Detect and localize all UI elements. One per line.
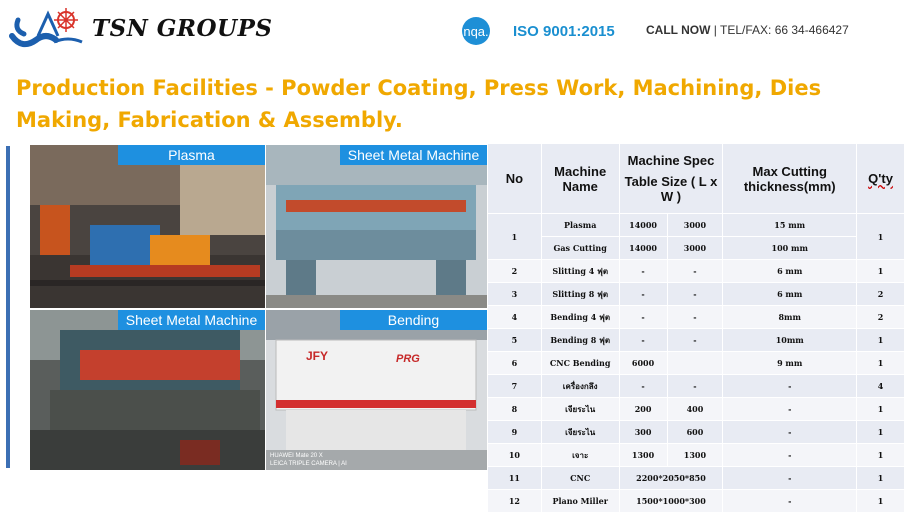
bending-model: PRG — [396, 353, 420, 365]
table-row — [488, 214, 905, 237]
table-row — [488, 306, 905, 329]
cell-qty: 1 — [857, 467, 905, 490]
bending-label: Bending — [340, 310, 487, 330]
camera-watermark-1: HUAWEI Mate 20 X — [270, 453, 323, 459]
cell-cutting: - — [723, 467, 857, 490]
cell-length: - — [619, 283, 667, 306]
cell-length: - — [619, 375, 667, 398]
cell-no: 8 — [488, 398, 542, 421]
table-row — [488, 444, 905, 467]
cell-size: 2200*2050*850 — [619, 467, 723, 490]
page-title: Production Facilities - Powder Coating, Press Work, Machining, Dies Making, Fabrication & Assembly. — [16, 76, 822, 132]
bending-photo — [266, 310, 487, 470]
cell-cutting: 15 mm — [723, 214, 857, 237]
cell-no: 12 — [488, 490, 542, 513]
sheet-metal-label-1: Sheet Metal Machine — [340, 145, 487, 165]
iso-certification: ISO 9001:2015 — [513, 23, 615, 40]
header-qty-label: Q'ty — [868, 171, 893, 186]
table-row — [488, 352, 905, 375]
cell-width — [667, 352, 723, 375]
cell-width: - — [667, 283, 723, 306]
cell-qty: 1 — [857, 329, 905, 352]
cell-name: เจียระไน — [541, 398, 619, 421]
plasma-label: Plasma — [118, 145, 265, 165]
cell-length: - — [619, 329, 667, 352]
cell-cutting: 9 mm — [723, 352, 857, 375]
table-row — [488, 467, 905, 490]
cell-length: 300 — [619, 421, 667, 444]
cell-width: 1300 — [667, 444, 723, 467]
header-max-cutting: Max Cutting thickness(mm) — [723, 144, 857, 214]
cell-cutting: 6 mm — [723, 260, 857, 283]
cell-no: 9 — [488, 421, 542, 444]
tsn-logo — [8, 6, 88, 52]
cell-length: 200 — [619, 398, 667, 421]
header-qty — [857, 144, 905, 214]
brand-name: TSN GROUPS — [92, 15, 273, 42]
table-row — [488, 490, 905, 513]
cell-name: Slitting 8 ฟุต — [541, 283, 619, 306]
cell-name: เครื่องกลึง — [541, 375, 619, 398]
header-no: No — [488, 144, 542, 214]
cell-cutting: - — [723, 490, 857, 513]
header-machine-spec — [619, 144, 723, 214]
table-row — [488, 375, 905, 398]
cell-no: 1 — [488, 214, 542, 260]
cell-width: 600 — [667, 421, 723, 444]
cell-cutting: - — [723, 398, 857, 421]
cell-size: 1500*1000*300 — [619, 490, 723, 513]
nqa-logo — [447, 16, 505, 46]
cell-name: Slitting 4 ฟุต — [541, 260, 619, 283]
accent-bar — [6, 146, 10, 468]
cell-qty: 1 — [857, 352, 905, 375]
cell-width: - — [667, 375, 723, 398]
cell-cutting: 100 mm — [723, 237, 857, 260]
sheet-metal-photo-1 — [266, 145, 487, 308]
cell-no: 2 — [488, 260, 542, 283]
camera-watermark-2: LEICA TRIPLE CAMERA | AI — [270, 461, 347, 467]
cell-name: Plasma — [541, 214, 619, 237]
cell-qty: 1 — [857, 444, 905, 467]
header-machine-name: Machine Name — [541, 144, 619, 214]
cell-name: Gas Cutting — [541, 237, 619, 260]
cell-name: Bending 8 ฟุต — [541, 329, 619, 352]
cell-length: 1300 — [619, 444, 667, 467]
cell-qty: 1 — [857, 421, 905, 444]
cell-qty: 2 — [857, 306, 905, 329]
table-row — [488, 237, 905, 260]
cell-qty: 1 — [857, 214, 905, 260]
cell-name: CNC — [541, 467, 619, 490]
cell-name: เจียระไน — [541, 421, 619, 444]
cell-no: 3 — [488, 283, 542, 306]
cell-width: 3000 — [667, 237, 723, 260]
cell-width: 3000 — [667, 214, 723, 237]
table-row — [488, 329, 905, 352]
bending-brand: JFY — [306, 349, 329, 363]
cell-no: 5 — [488, 329, 542, 352]
cell-name: CNC Bending — [541, 352, 619, 375]
cell-no: 6 — [488, 352, 542, 375]
cell-qty: 2 — [857, 283, 905, 306]
cell-name: เจาะ — [541, 444, 619, 467]
cell-no: 4 — [488, 306, 542, 329]
cell-name: Bending 4 ฟุต — [541, 306, 619, 329]
contact-info — [646, 23, 849, 37]
cell-length: 6000 — [619, 352, 667, 375]
cell-no: 10 — [488, 444, 542, 467]
call-now-label: CALL NOW — [646, 23, 711, 37]
cell-width: - — [667, 329, 723, 352]
cell-no: 7 — [488, 375, 542, 398]
cell-qty: 1 — [857, 260, 905, 283]
cell-length: 14000 — [619, 214, 667, 237]
cell-cutting: - — [723, 421, 857, 444]
cell-cutting: 6 mm — [723, 283, 857, 306]
header-table-size: Table Size ( L x W ) — [624, 174, 718, 204]
table-row — [488, 283, 905, 306]
cell-length: - — [619, 306, 667, 329]
table-row — [488, 421, 905, 444]
cell-qty: 1 — [857, 398, 905, 421]
cell-width: - — [667, 260, 723, 283]
cell-no: 11 — [488, 467, 542, 490]
sheet-metal-label-2: Sheet Metal Machine — [118, 310, 265, 330]
plasma-photo — [30, 145, 265, 308]
cell-qty: 4 — [857, 375, 905, 398]
nqa-logo-text: nqa. — [463, 24, 489, 39]
header-spec-title: Machine Spec — [627, 153, 715, 168]
cell-name: Plano Miller — [541, 490, 619, 513]
cell-cutting: - — [723, 444, 857, 467]
cell-cutting: - — [723, 375, 857, 398]
cell-length: - — [619, 260, 667, 283]
sheet-metal-photo-2 — [30, 310, 265, 470]
cell-qty: 1 — [857, 490, 905, 513]
cell-length: 14000 — [619, 237, 667, 260]
cell-width: - — [667, 306, 723, 329]
machine-spec-table — [487, 143, 905, 513]
tel-fax: | TEL/FAX: 66 34-466427 — [710, 23, 849, 37]
table-row — [488, 398, 905, 421]
cell-cutting: 10mm — [723, 329, 857, 352]
cell-cutting: 8mm — [723, 306, 857, 329]
table-row — [488, 260, 905, 283]
cell-width: 400 — [667, 398, 723, 421]
